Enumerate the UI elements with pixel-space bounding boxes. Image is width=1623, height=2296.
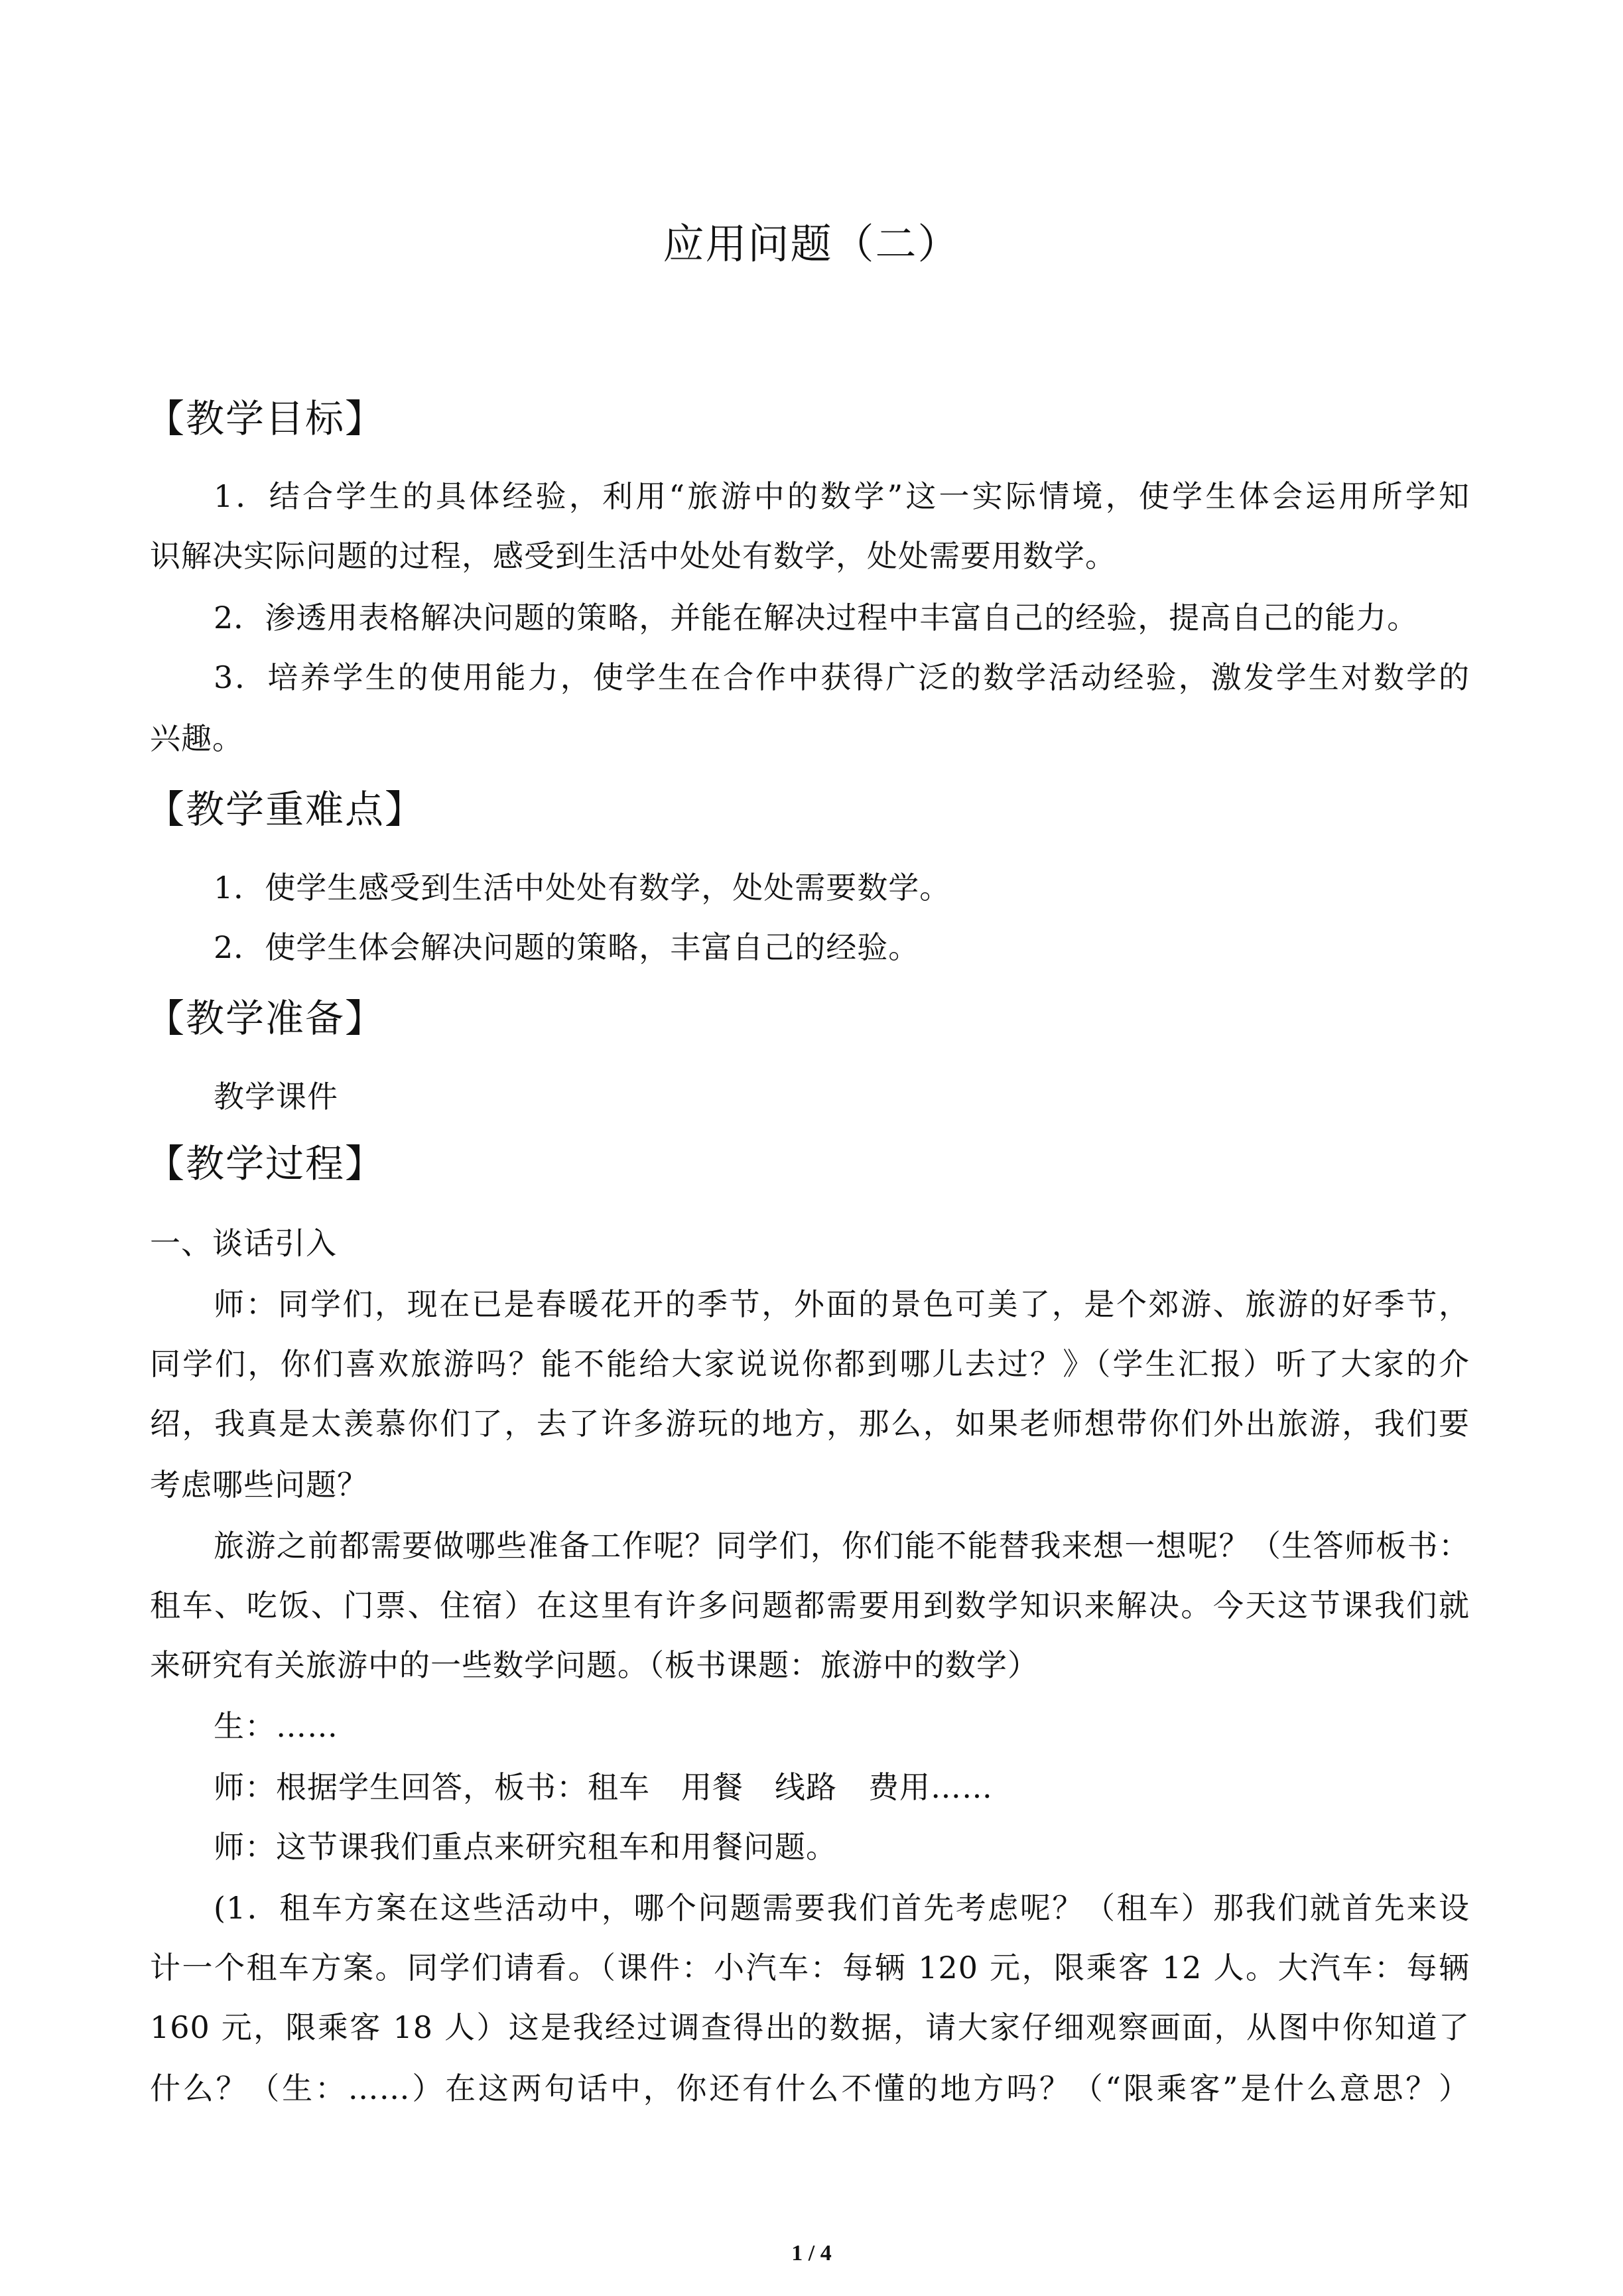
key-points-line: 2．使学生体会解决问题的策略，丰富自己的经验。 xyxy=(214,929,920,965)
process-line: 租车、吃饭、门票、住宿）在这里有许多问题都需要用到数学知识来解决。今天这节课我们就 xyxy=(150,1587,1470,1623)
section-heading-key-points: 【教学重难点】 xyxy=(146,787,425,832)
goals-line: 2．渗透用表格解决问题的策略，并能在解决过程中丰富自己的经验，提高自己的能力。 xyxy=(214,600,1419,636)
goals-line: 兴趣。 xyxy=(150,720,243,756)
process-line: 160 元，限乘客 18 人）这是我经过调查得出的数据，请大家仔细观察画面，从图中你知道了 xyxy=(150,2009,1470,2045)
section-heading-process: 【教学过程】 xyxy=(146,1141,385,1186)
process-line: 来研究有关旅游中的一些数学问题。（板书课题：旅游中的数学） xyxy=(150,1647,1039,1683)
preparation-line: 教学课件 xyxy=(214,1079,338,1114)
process-line: (1．租车方案在这些活动中，哪个问题需要我们首先考虑呢？（租车）那我们就首先来设 xyxy=(214,1890,1470,1926)
goals-line: 1．结合学生的具体经验，利用“旅游中的数学”这一实际情境，使学生体会运用所学知 xyxy=(214,478,1470,514)
process-line: 生：…… xyxy=(214,1708,338,1744)
process-line: 计一个租车方案。同学们请看。（课件：小汽车：每辆 120 元，限乘客 12 人。大汽车：每辆 xyxy=(150,1950,1470,1986)
process-line: 什么？（生：……）在这两句话中，你还有什么不懂的地方吗？（“限乘客”是什么意思？） xyxy=(150,2070,1470,2106)
process-line: 旅游之前都需要做哪些准备工作呢？同学们，你们能不能替我来想一想呢？（生答师板书： xyxy=(214,1528,1470,1564)
goals-line: 识解决实际问题的过程，感受到生活中处处有数学，处处需要用数学。 xyxy=(150,538,1116,574)
process-line: 考虑哪些问题？ xyxy=(150,1467,368,1503)
key-points-line: 1．使学生感受到生活中处处有数学，处处需要数学。 xyxy=(214,870,951,906)
section-heading-goals: 【教学目标】 xyxy=(146,396,385,441)
process-line: 师：同学们，现在已是春暖花开的季节，外面的景色可美了，是个郊游、旅游的好季节， xyxy=(214,1286,1470,1322)
section-heading-preparation: 【教学准备】 xyxy=(146,996,385,1041)
process-line: 师：根据学生回答，板书：租车 用餐 线路 费用…… xyxy=(214,1769,993,1805)
page-number: 1 / 4 xyxy=(791,2241,832,2265)
process-line: 师：这节课我们重点来研究租车和用餐问题。 xyxy=(214,1829,837,1865)
process-subheading: 一、谈话引入 xyxy=(150,1225,337,1261)
goals-line: 3．培养学生的使用能力，使学生在合作中获得广泛的数学活动经验，激发学生对数学的 xyxy=(214,659,1470,695)
page-title: 应用问题（二） xyxy=(663,220,960,268)
process-line: 同学们，你们喜欢旅游吗？能不能给大家说说你都到哪儿去过？》（学生汇报）听了大家的介 xyxy=(150,1346,1470,1382)
process-line: 绍，我真是太羡慕你们了，去了许多游玩的地方，那么，如果老师想带你们外出旅游，我们要 xyxy=(150,1406,1470,1442)
